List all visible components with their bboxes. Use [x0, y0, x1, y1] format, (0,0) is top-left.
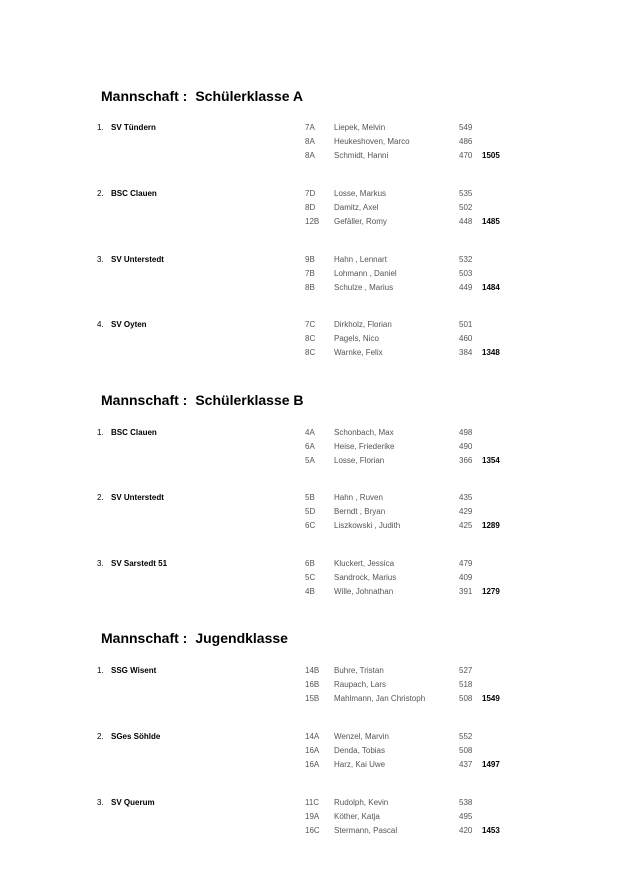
team-rank: 2.	[97, 189, 104, 198]
member-name: Köther, Katja	[334, 812, 380, 821]
member-score: 508	[459, 746, 473, 755]
member-name: Berndt , Bryan	[334, 507, 386, 516]
team-entry	[0, 320, 620, 362]
member-class: 8A	[305, 137, 315, 146]
member-name: Stermann, Pascal	[334, 826, 398, 835]
member-name: Wille, Johnathan	[334, 587, 394, 596]
team-rank: 3.	[97, 798, 104, 807]
member-class: 7B	[305, 269, 315, 278]
member-name: Schonbach, Max	[334, 428, 394, 437]
member-row	[0, 428, 620, 442]
member-name: Pagels, Nico	[334, 334, 379, 343]
team-entry	[0, 123, 620, 165]
member-row	[0, 559, 620, 573]
member-row	[0, 798, 620, 812]
section-label: Mannschaft :	[101, 88, 188, 104]
member-name: Liepek, Melvin	[334, 123, 386, 132]
member-class: 16A	[305, 760, 320, 769]
member-row	[0, 269, 620, 283]
member-class: 8C	[305, 334, 316, 343]
team-rank: 4.	[97, 320, 104, 329]
team-total: 1453	[482, 826, 500, 835]
team-rank: 1.	[97, 666, 104, 675]
member-class: 5A	[305, 456, 315, 465]
member-name: Gefäller, Romy	[334, 217, 387, 226]
member-row	[0, 493, 620, 507]
member-class: 7A	[305, 123, 315, 132]
member-name: Losse, Markus	[334, 189, 387, 198]
member-row	[0, 812, 620, 826]
member-name: Schulze , Marius	[334, 283, 394, 292]
member-row	[0, 746, 620, 760]
member-score: 437	[459, 760, 473, 769]
member-score: 384	[459, 348, 473, 357]
member-class: 8D	[305, 203, 316, 212]
member-score: 527	[459, 666, 473, 675]
team-rank: 2.	[97, 493, 104, 502]
member-row	[0, 123, 620, 137]
member-name: Damitz, Axel	[334, 203, 379, 212]
member-score: 429	[459, 507, 473, 516]
member-class: 9B	[305, 255, 315, 264]
member-score: 552	[459, 732, 473, 741]
team-rank: 1.	[97, 123, 104, 132]
member-name: Sandrock, Marius	[334, 573, 397, 582]
team-total: 1279	[482, 587, 500, 596]
member-score: 391	[459, 587, 473, 596]
member-name: Schmidt, Hanni	[334, 151, 389, 160]
member-row	[0, 760, 620, 774]
member-row	[0, 507, 620, 521]
member-class: 4B	[305, 587, 315, 596]
member-class: 12B	[305, 217, 320, 226]
member-row	[0, 151, 620, 165]
member-score: 366	[459, 456, 473, 465]
team-entry	[0, 255, 620, 297]
team-rank: 3.	[97, 255, 104, 264]
member-score: 470	[459, 151, 473, 160]
member-row	[0, 442, 620, 456]
team-total: 1354	[482, 456, 500, 465]
team-total: 1289	[482, 521, 500, 530]
member-score: 460	[459, 334, 473, 343]
member-name: Dirkholz, Florian	[334, 320, 392, 329]
member-name: Hahn , Lennart	[334, 255, 387, 264]
team-name: SV Tündern	[111, 123, 156, 132]
member-row	[0, 283, 620, 297]
member-name: Losse, Florian	[334, 456, 385, 465]
team-name: SV Sarstedt 51	[111, 559, 168, 568]
member-class: 7C	[305, 320, 316, 329]
member-score: 495	[459, 812, 473, 821]
member-name: Harz, Kai Uwe	[334, 760, 386, 769]
member-class: 5B	[305, 493, 315, 502]
team-entry	[0, 732, 620, 774]
member-class: 16B	[305, 680, 320, 689]
team-name: SV Unterstedt	[111, 493, 164, 502]
section-class-name: Schülerklasse B	[195, 392, 304, 408]
member-class: 8B	[305, 283, 315, 292]
member-class: 15B	[305, 694, 320, 703]
member-score: 508	[459, 694, 473, 703]
member-score: 535	[459, 189, 473, 198]
member-class: 14A	[305, 732, 320, 741]
member-class: 7D	[305, 189, 316, 198]
team-rank: 1.	[97, 428, 104, 437]
team-entry	[0, 189, 620, 231]
member-score: 449	[459, 283, 473, 292]
team-name: BSC Clauen	[111, 189, 157, 198]
member-name: Heise, Friederike	[334, 442, 395, 451]
member-row	[0, 666, 620, 680]
member-row	[0, 694, 620, 708]
member-class: 6C	[305, 521, 316, 530]
member-name: Raupach, Lars	[334, 680, 387, 689]
member-class: 6A	[305, 442, 315, 451]
member-row	[0, 573, 620, 587]
section-title	[101, 630, 288, 646]
team-total: 1348	[482, 348, 500, 357]
member-score: 490	[459, 442, 473, 451]
member-score: 503	[459, 269, 473, 278]
member-name: Hahn , Ruven	[334, 493, 383, 502]
member-score: 518	[459, 680, 473, 689]
team-total: 1549	[482, 694, 500, 703]
section-label: Mannschaft :	[101, 392, 188, 408]
member-score: 502	[459, 203, 473, 212]
member-row	[0, 521, 620, 535]
team-name: BSC Clauen	[111, 428, 157, 437]
member-row	[0, 334, 620, 348]
section-title	[101, 392, 304, 408]
member-name: Kluckert, Jessica	[334, 559, 395, 568]
member-name: Buhre, Tristan	[334, 666, 384, 675]
member-class: 14B	[305, 666, 320, 675]
member-row	[0, 826, 620, 840]
team-rank: 2.	[97, 732, 104, 741]
member-score: 501	[459, 320, 473, 329]
member-row	[0, 217, 620, 231]
team-name: SV Unterstedt	[111, 255, 164, 264]
member-row	[0, 587, 620, 601]
member-class: 8A	[305, 151, 315, 160]
member-score: 538	[459, 798, 473, 807]
member-row	[0, 255, 620, 269]
member-name: Mahlmann, Jan Christoph	[334, 694, 426, 703]
member-class: 5C	[305, 573, 316, 582]
member-class: 6B	[305, 559, 315, 568]
member-name: Lohmann , Daniel	[334, 269, 397, 278]
member-class: 16C	[305, 826, 320, 835]
member-row	[0, 320, 620, 334]
team-total: 1497	[482, 760, 500, 769]
member-score: 549	[459, 123, 473, 132]
team-name: SGes Söhlde	[111, 732, 161, 741]
member-name: Wenzel, Marvin	[334, 732, 389, 741]
member-row	[0, 137, 620, 151]
member-name: Denda, Tobias	[334, 746, 385, 755]
member-score: 479	[459, 559, 473, 568]
member-name: Warnke, Felix	[334, 348, 383, 357]
member-score: 425	[459, 521, 473, 530]
member-class: 19A	[305, 812, 320, 821]
member-score: 435	[459, 493, 473, 502]
member-score: 498	[459, 428, 473, 437]
team-rank: 3.	[97, 559, 104, 568]
member-class: 11C	[305, 798, 320, 807]
member-name: Rudolph, Kevin	[334, 798, 389, 807]
team-total: 1484	[482, 283, 500, 292]
team-entry	[0, 493, 620, 535]
member-score: 448	[459, 217, 473, 226]
member-row	[0, 348, 620, 362]
member-row	[0, 203, 620, 217]
member-row	[0, 732, 620, 746]
team-total: 1485	[482, 217, 500, 226]
team-entry	[0, 559, 620, 601]
team-name: SV Oyten	[111, 320, 147, 329]
member-name: Liszkowski , Judith	[334, 521, 401, 530]
member-name: Heukeshoven, Marco	[334, 137, 410, 146]
member-class: 5D	[305, 507, 316, 516]
section-class-name: Schülerklasse A	[195, 88, 303, 104]
team-entry	[0, 428, 620, 470]
team-total: 1505	[482, 151, 500, 160]
member-score: 532	[459, 255, 473, 264]
team-name: SSG Wisent	[111, 666, 157, 675]
team-entry	[0, 666, 620, 708]
member-row	[0, 680, 620, 694]
member-score: 420	[459, 826, 473, 835]
member-class: 16A	[305, 746, 320, 755]
member-row	[0, 189, 620, 203]
member-row	[0, 456, 620, 470]
section-class-name: Jugendklasse	[195, 630, 288, 646]
member-score: 409	[459, 573, 473, 582]
team-entry	[0, 798, 620, 840]
section-label: Mannschaft :	[101, 630, 188, 646]
member-score: 486	[459, 137, 473, 146]
member-class: 8C	[305, 348, 316, 357]
team-name: SV Querum	[111, 798, 155, 807]
member-class: 4A	[305, 428, 315, 437]
section-title	[101, 88, 303, 104]
